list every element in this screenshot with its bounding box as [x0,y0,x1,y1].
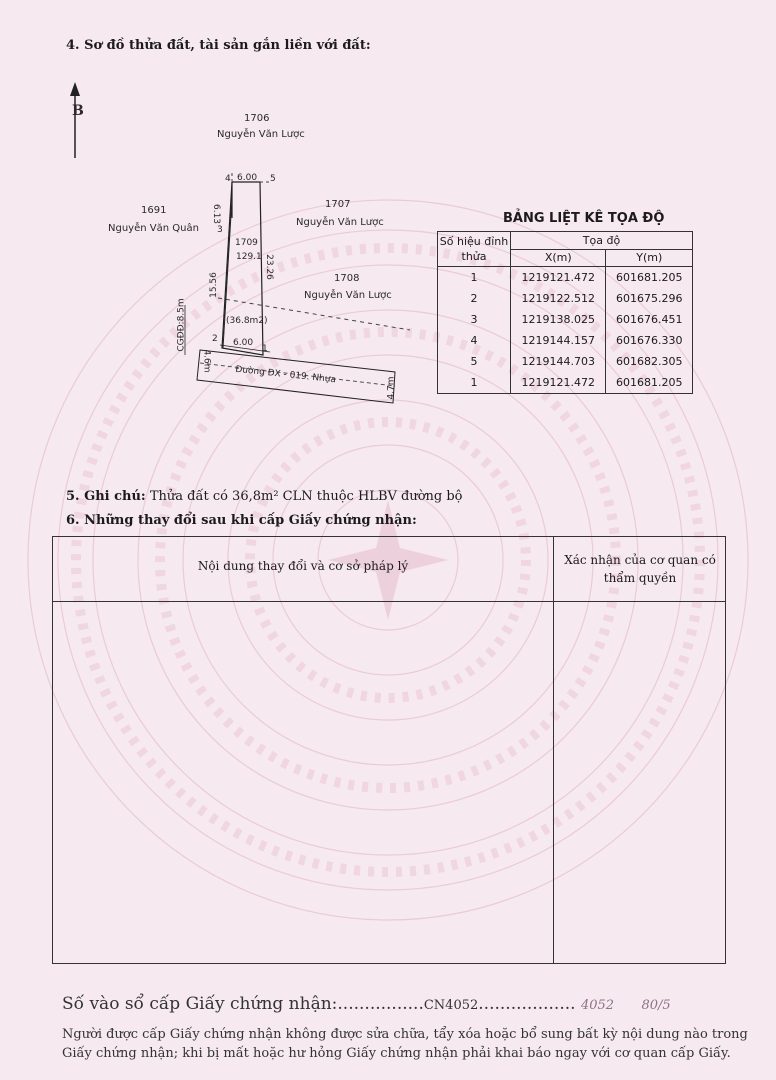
dim-upper-left: 6.13 [211,203,222,225]
notice-line-2: Giấy chứng nhận; khi bị mất hoặc hư hỏng Giấy chứng nhận phải khai báo ngay với cơ quan cấp Giấy. [62,1046,731,1061]
section-6-title: 6. Những thay đổi sau khi cấp Giấy chứng nhận: [66,513,417,528]
parcel-1706-owner: Nguyễn Văn Lược [217,129,305,140]
x-cell: 1219121.472 [511,372,606,394]
x-cell: 1219122.512 [511,288,606,309]
changes-confirm-header: Xác nhận của cơ quan có thẩm quyền [564,553,716,585]
section-5-title: 5. Ghi chú: [66,489,146,504]
table-row [438,330,693,351]
point-cell: 4 [438,330,511,351]
dim-right: 23.26 [263,254,274,280]
section-5-text: Thửa đất có 36,8m² CLN thuộc HLBV đường bộ [149,489,463,504]
col-point-header: Số hiệu đỉnh thửa [438,232,511,267]
changes-content-header: Nội dung thay đổi và cơ sở pháp lý [197,559,409,573]
x-cell: 1219121.472 [511,267,606,289]
dim-top: 6.00 [237,173,258,183]
parcel-1707-number: 1707 [325,199,351,210]
vertex-2: 2 [212,334,218,344]
table-row [438,288,693,309]
y-cell: 601675.296 [606,288,693,309]
point-cell: 1 [438,267,511,289]
vertex-4: 4 [225,174,231,184]
col-y-header: Y(m) [606,249,693,267]
section-5-note [66,489,463,504]
column-divider [553,537,554,963]
y-cell: 601676.330 [606,330,693,351]
handwritten-number: 4052 [580,998,615,1013]
parcel-1708-owner: Nguyễn Văn Lược [304,290,392,301]
y-cell: 601681.205 [606,372,693,394]
coordinate-table [437,231,693,394]
parcel-1691-owner: Nguyễn Văn Quân [108,223,199,234]
header-divider [53,601,725,602]
dim-road-left: 4.6m [201,349,212,373]
col-coord-header: Tọa độ [511,232,693,250]
parcel-1691-number: 1691 [141,205,167,216]
table-row [438,309,693,330]
register-line [62,994,671,1014]
vertex-3: 3 [217,225,223,235]
table-row [438,372,693,394]
y-cell: 601681.205 [606,267,693,289]
point-cell: 2 [438,288,511,309]
table-row [438,351,693,372]
dim-corridor: CGĐĐ:8.5m [176,298,187,352]
x-cell: 1219144.157 [511,330,606,351]
subject-parcel-area: 129.1 [236,252,262,262]
register-label: Số vào sổ cấp Giấy chứng nhận: [62,994,338,1014]
dim-bottom: 6.00 [233,338,254,348]
parcel-1708-number: 1708 [334,273,360,284]
vertex-5: 5 [270,174,276,184]
y-cell: 601682.305 [606,351,693,372]
y-cell: 601676.451 [606,309,693,330]
parcel-1706-number: 1706 [244,113,270,124]
coord-table-title: BẢNG LIỆT KÊ TỌA ĐỘ [503,211,665,226]
dim-lower-left: 15.56 [208,272,219,298]
x-cell: 1219144.703 [511,351,606,372]
section-4-title: 4. Sơ đồ thửa đất, tài sản gắn liền với đất: [66,38,371,53]
col-x-header: X(m) [511,249,606,267]
parcel-1707-owner: Nguyễn Văn Lược [296,217,384,228]
table-row [438,267,693,289]
subject-parcel-number: 1709 [235,238,258,248]
dim-road-right: 4.7m [386,376,397,400]
notice-line-1: Người được cấp Giấy chứng nhận không được sửa chữa, tẩy xóa hoặc bổ sung bất kỳ nội dung nào trong [62,1027,748,1042]
handwritten-note: 80/5 [641,998,671,1013]
road-label: Đường ĐX - 019. Nhựa [234,364,337,386]
land-parcel-map [0,80,430,420]
dots: .................. [478,994,576,1014]
point-cell: 3 [438,309,511,330]
point-cell: 5 [438,351,511,372]
x-cell: 1219138.025 [511,309,606,330]
dots: ................ [337,994,424,1014]
vertex-1: 1 [262,344,268,354]
corridor-area: (36.8m2) [226,316,268,326]
north-label: B [72,103,84,119]
register-number: CN4052 [423,998,479,1013]
point-cell: 1 [438,372,511,394]
changes-table [52,536,726,964]
